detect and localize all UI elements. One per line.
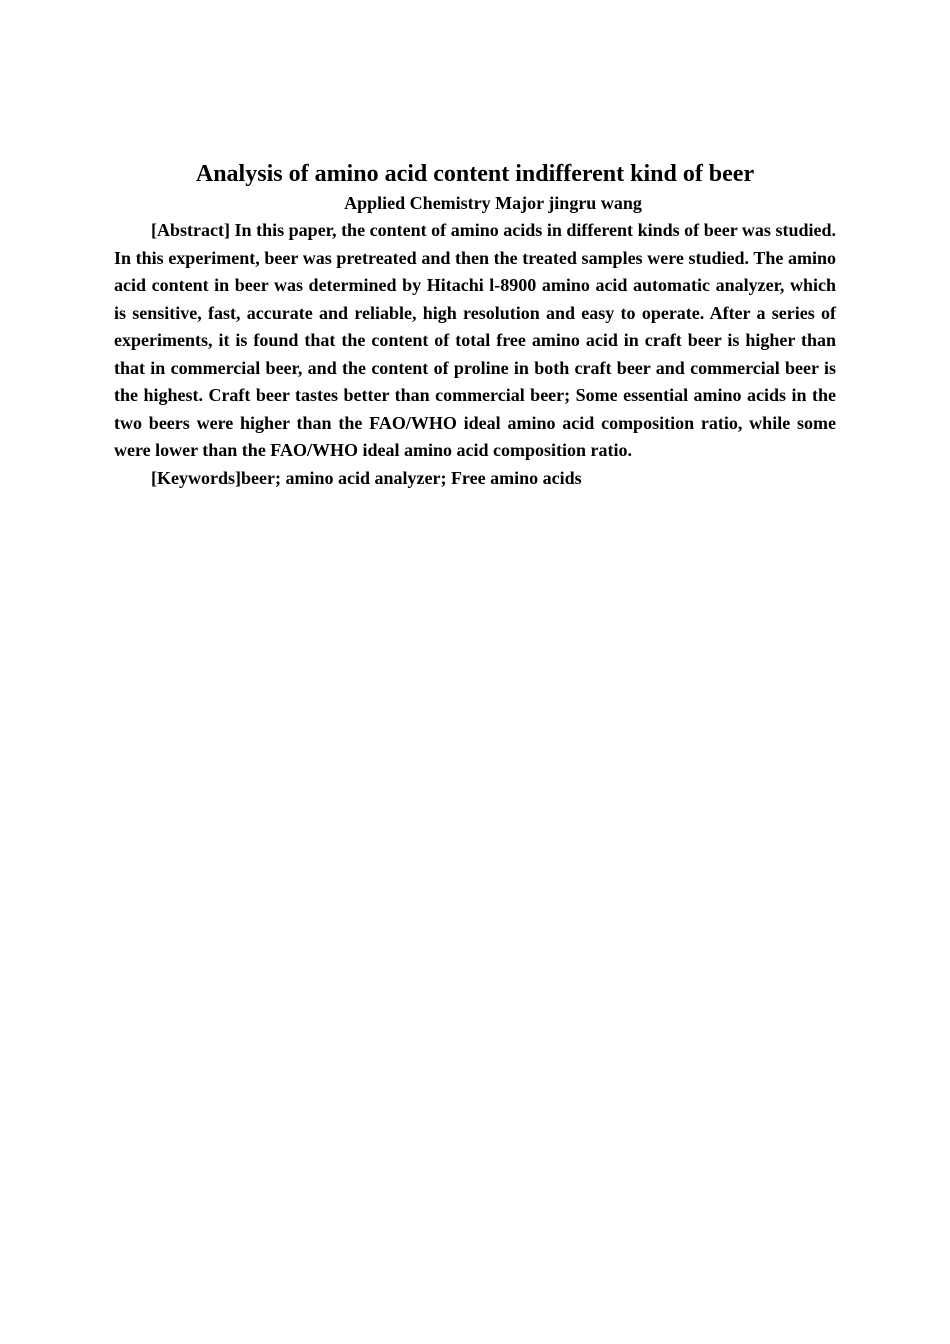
page-content [114, 158, 836, 492]
paper-title: Analysis of amino acid content indifferent kind of beer [195, 161, 755, 187]
abstract-label: [Abstract] [151, 220, 230, 240]
author-line: Applied Chemistry Major jingru wang [344, 193, 642, 213]
abstract-text: In this paper, the content of amino acids in different kinds of beer was studied. In this experiment, beer was pretreated and then the treated samples were studied. The amino acid content in beer was determined by Hitachi l-8900 amino acid automatic analyzer, which is sensitive, fast, accurate and reliable, high resolution and easy to operate. After a series of experiments, it is found that the content of total free amino acid in craft beer is higher than that in commercial beer, and the content of proline in both craft beer and commercial beer is the highest. Craft beer tastes better than commercial beer; Some essential amino acids in the two beers were higher than the FAO/WHO ideal amino acid composition ratio, while some were lower than the FAO/WHO ideal amino acid composition ratio. [114, 220, 836, 460]
keywords-label: [Keywords] [151, 467, 241, 488]
abstract-paragraph [114, 217, 836, 465]
keywords-paragraph [114, 465, 836, 493]
keywords-text: beer; amino acid analyzer; Free amino acids [240, 467, 582, 488]
